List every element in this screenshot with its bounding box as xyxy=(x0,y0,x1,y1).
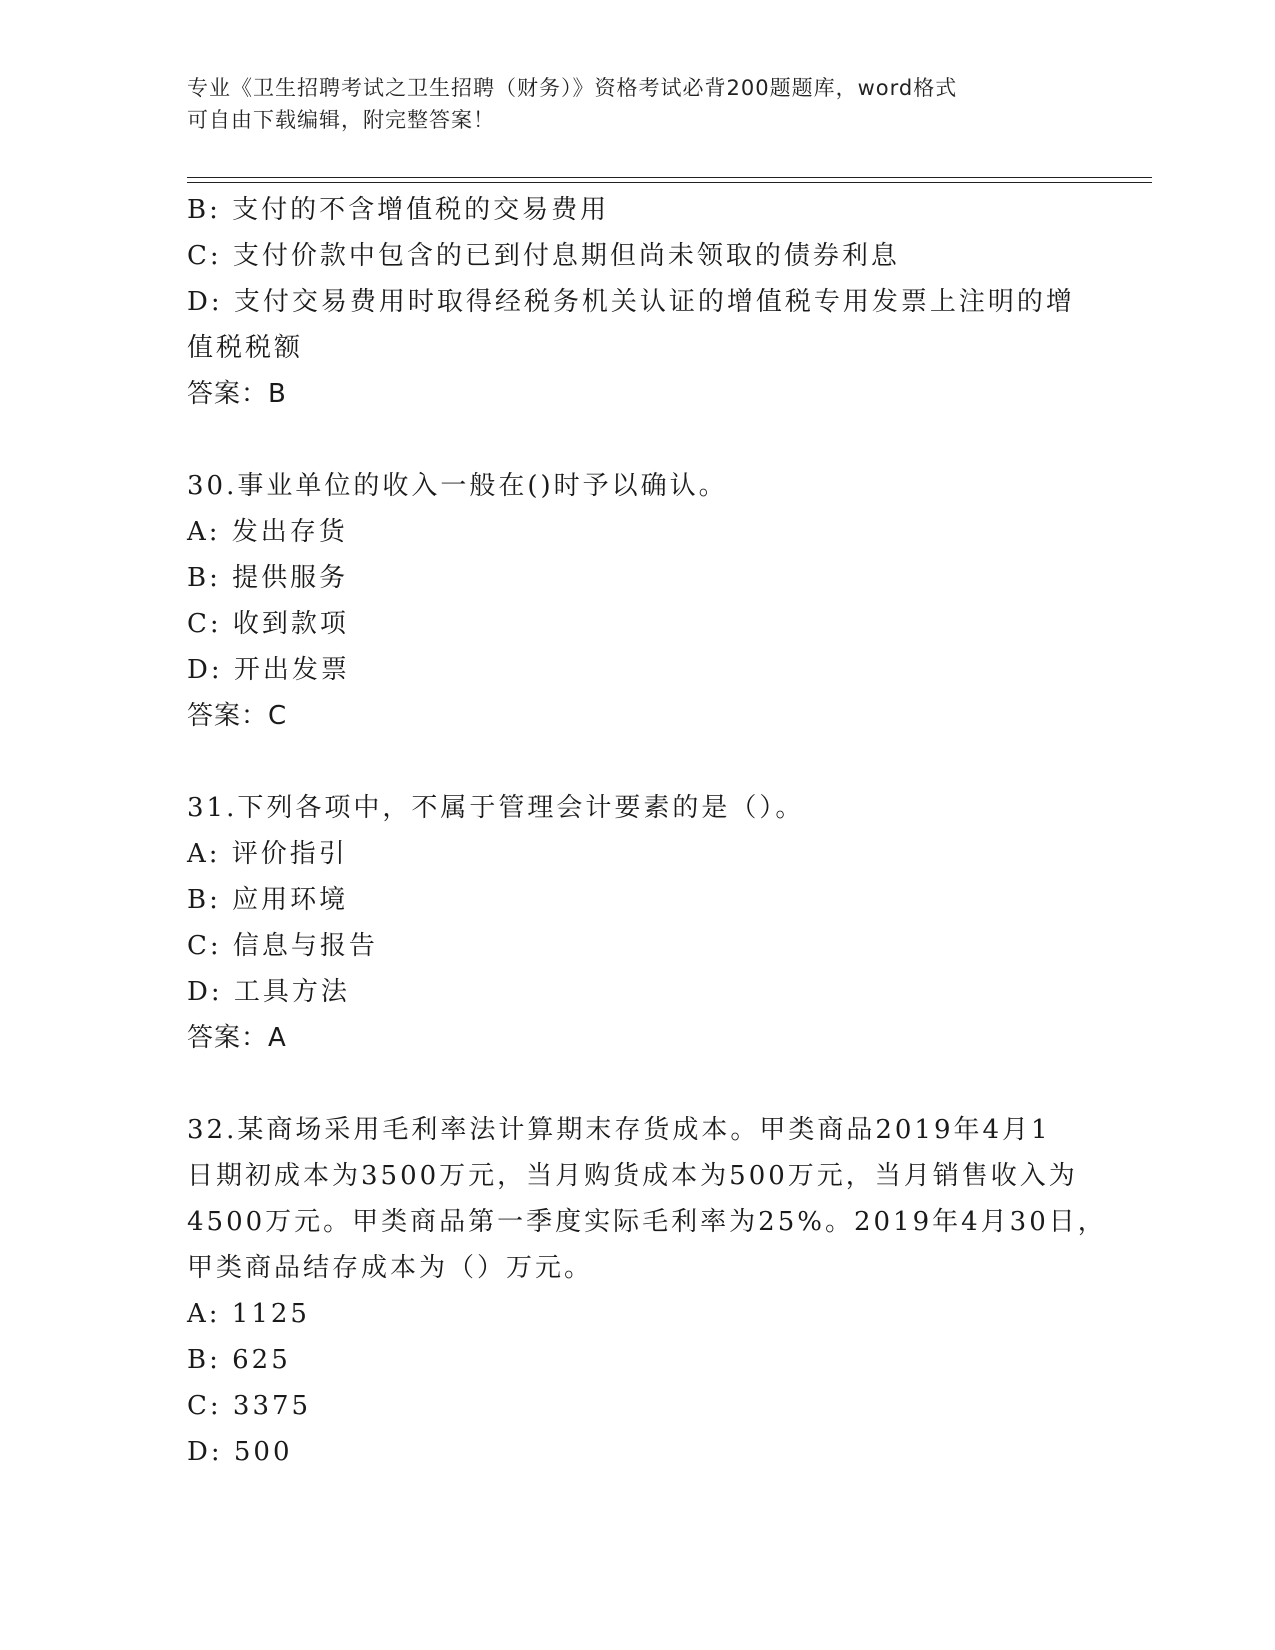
option-c: C: 信息与报告 xyxy=(187,931,378,961)
option-b: B: 支付的不含增值税的交易费用 xyxy=(187,195,610,225)
option-d: D: 开出发票 xyxy=(187,655,350,685)
question-32 xyxy=(187,1107,1107,1475)
header-line-2: 可自由下载编辑，附完整答案！ xyxy=(187,108,495,132)
question-stem-line-2: 日期初成本为3500万元，当月购货成本为500万元，当月销售收入为 xyxy=(187,1161,1078,1191)
option-c: C: 收到款项 xyxy=(187,609,349,639)
question-content xyxy=(187,187,1107,1475)
option-a: A: 评价指引 xyxy=(187,839,348,869)
option-a: A: 发出存货 xyxy=(187,517,348,547)
header-line-1: 专业《卫生招聘考试之卫生招聘（财务）》资格考试必背200题题库，word格式 xyxy=(187,76,958,100)
question-stem: 30.事业单位的收入一般在()时予以确认。 xyxy=(187,471,728,501)
question-stem: 31.下列各项中，不属于管理会计要素的是（）。 xyxy=(187,793,805,823)
option-b: B: 提供服务 xyxy=(187,563,349,593)
option-b: B: 625 xyxy=(187,1345,291,1375)
question-30 xyxy=(187,463,1087,739)
answer: 答案：A xyxy=(187,1023,287,1053)
option-c: C: 支付价款中包含的已到付息期但尚未领取的债券利息 xyxy=(187,241,900,271)
question-stem-line-1: 32.某商场采用毛利率法计算期末存货成本。甲类商品2019年4月1 xyxy=(187,1115,1051,1145)
question-31 xyxy=(187,785,1087,1061)
header-divider-top xyxy=(187,177,1152,178)
option-a: A: 1125 xyxy=(187,1299,310,1329)
option-d: D: 500 xyxy=(187,1437,293,1467)
answer: 答案：C xyxy=(187,701,288,731)
document-header xyxy=(187,72,1087,136)
option-d-continued: 值税税额 xyxy=(187,333,304,363)
question-stem-line-4: 甲类商品结存成本为（）万元。 xyxy=(187,1253,594,1283)
option-b: B: 应用环境 xyxy=(187,885,349,915)
option-c: C: 3375 xyxy=(187,1391,312,1421)
header-divider-bottom xyxy=(187,182,1152,183)
option-d: D: 支付交易费用时取得经税务机关认证的增值税专用发票上注明的增 xyxy=(187,287,1075,317)
answer: 答案：B xyxy=(187,379,287,409)
question-stem-line-3: 4500万元。甲类商品第一季度实际毛利率为25%。2019年4月30日， xyxy=(187,1207,1107,1237)
option-d: D: 工具方法 xyxy=(187,977,350,1007)
question-fragment xyxy=(187,187,1087,417)
